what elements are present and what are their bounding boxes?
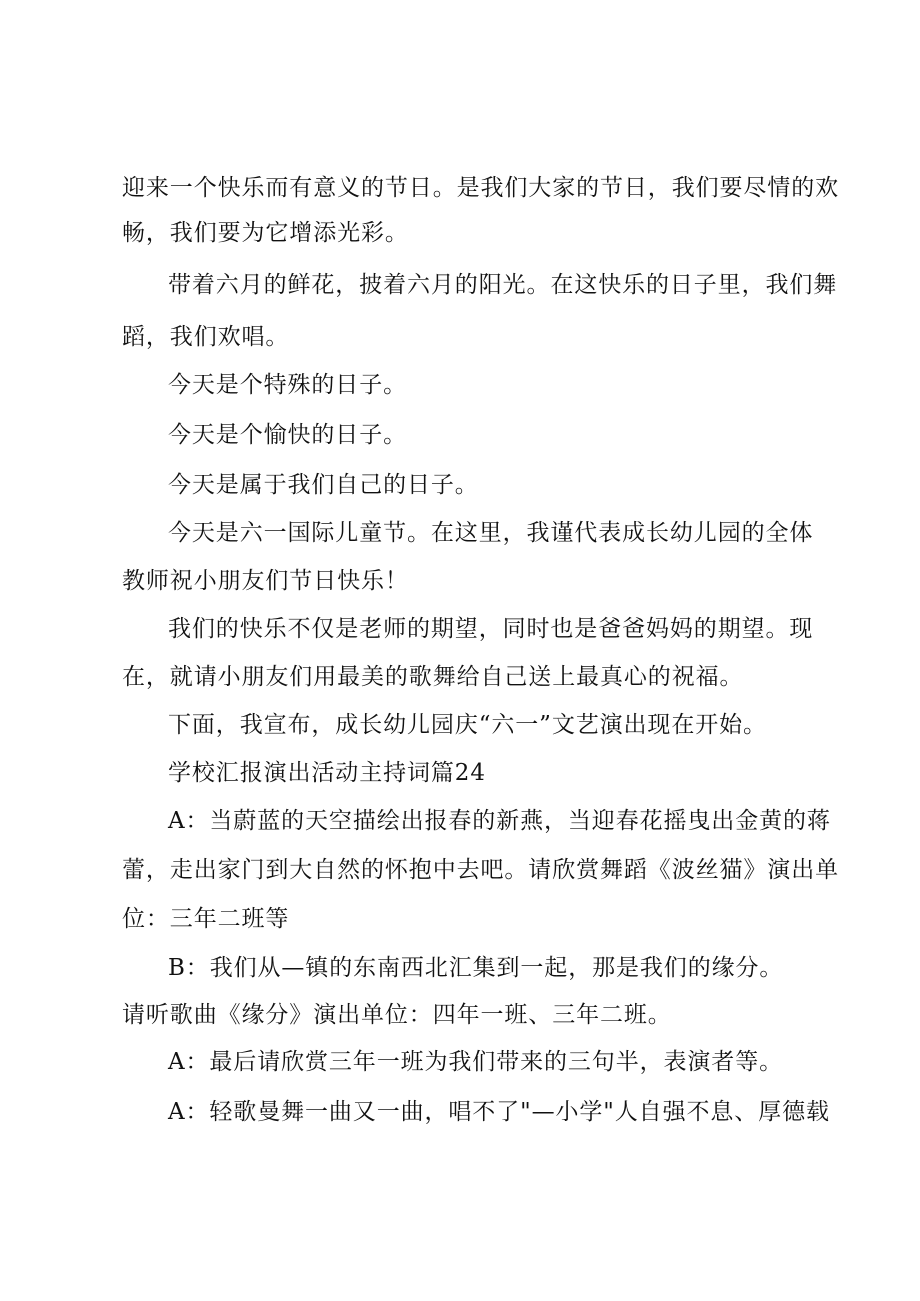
paragraph-1-line-1: 迎来一个快乐而有意义的节日。是我们大家的节日，我们要尽情的欢 [122,175,839,201]
paragraph-a2-line-1: A：最后请欣赏三年一班为我们带来的三句半，表演者等。 [168,1049,784,1075]
paragraph-1-line-2: 畅，我们要为它增添光彩。 [122,220,409,246]
paragraph-8-line-1: 下面，我宣布，成长幼儿园庆“六一”文艺演出现在开始。 [168,712,767,738]
paragraph-a1-line-3: 位：三年二班等 [122,906,290,932]
paragraph-a1-line-1: A：当蔚蓝的天空描绘出报春的新燕，当迎春花摇曳出金黄的蒋 [168,808,831,834]
paragraph-6-line-2: 教师祝小朋友们节日快乐！ [122,568,409,594]
paragraph-a3-line-1: A：轻歌曼舞一曲又一曲，唱不了"—小学"人自强不息、厚德载 [168,1099,830,1125]
paragraph-a1-line-2: 蕾，走出家门到大自然的怀抱中去吧。请欣赏舞蹈《波丝猫》演出单 [122,857,839,883]
paragraph-2-line-1: 带着六月的鲜花，披着六月的阳光。在这快乐的日子里，我们舞 [168,272,838,298]
paragraph-7-line-1: 我们的快乐不仅是老师的期望，同时也是爸爸妈妈的期望。现 [168,616,814,642]
paragraph-7-line-2: 在，就请小朋友们用最美的歌舞给自己送上最真心的祝福。 [122,664,744,690]
paragraph-5-line-1: 今天是属于我们自己的日子。 [168,472,479,498]
paragraph-b-line-2: 请听歌曲《缘分》演出单位：四年一班、三年二班。 [122,1002,672,1028]
section-heading: 学校汇报演出活动主持词篇24 [168,760,486,786]
paragraph-4-line-1: 今天是个愉快的日子。 [168,422,407,448]
paragraph-3-line-1: 今天是个特殊的日子。 [168,372,407,398]
paragraph-6-line-1: 今天是六一国际儿童节。在这里，我谨代表成长幼儿园的全体 [168,520,814,546]
paragraph-2-line-2: 蹈，我们欢唱。 [122,324,290,350]
paragraph-b-line-1: B：我们从—镇的东南西北汇集到一起，那是我们的缘分。 [168,955,784,981]
